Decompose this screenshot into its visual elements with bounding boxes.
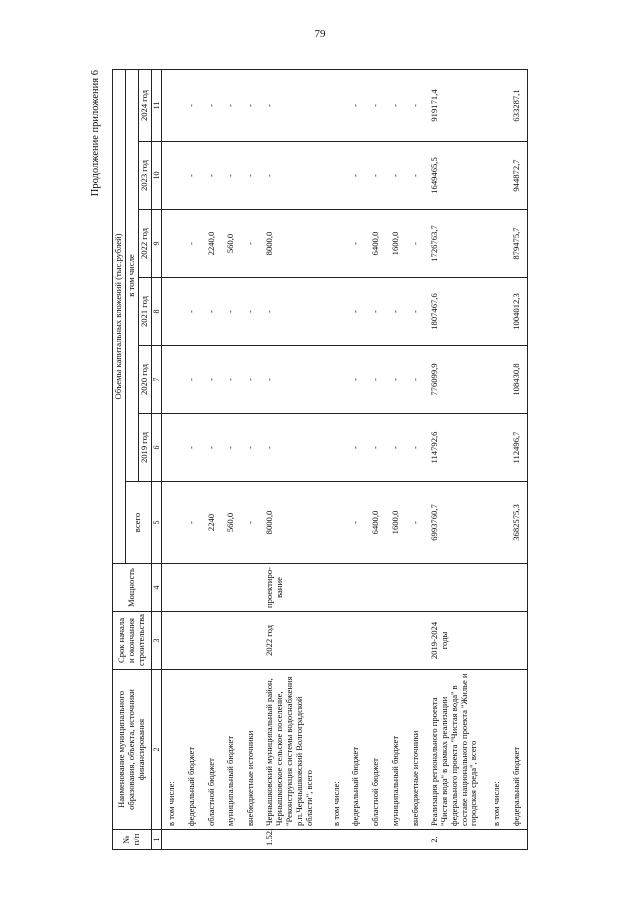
row-year-value: 776099,9: [426, 346, 487, 414]
row-year-value: [487, 414, 507, 482]
table-row: [202, 69, 222, 849]
table-row: [182, 69, 202, 849]
col-index: 7: [151, 346, 161, 414]
row-total: -: [241, 482, 261, 564]
row-year-value: [161, 278, 181, 346]
row-year-value: 112496,7: [507, 414, 527, 482]
row-year-value: [327, 142, 347, 210]
header-volumes: Объемы капитальных вложений (тыс.рублей): [113, 69, 126, 563]
header-total: всего: [125, 482, 151, 564]
col-index: 11: [151, 69, 161, 141]
row-year-value: -: [406, 210, 426, 278]
row-total: [161, 482, 181, 564]
row-year-value: -: [346, 210, 366, 278]
row-year-value: -: [221, 414, 241, 482]
col-index: 9: [151, 210, 161, 278]
row-term: [406, 612, 426, 670]
col-index: 4: [151, 564, 161, 612]
row-number: [202, 830, 222, 850]
row-year-value: -: [346, 69, 366, 141]
col-index: 6: [151, 414, 161, 482]
table-row: [261, 69, 326, 849]
row-number: 1.52.: [261, 830, 326, 850]
row-year-value: -: [386, 142, 406, 210]
row-year-value: -: [386, 278, 406, 346]
row-year-value: [327, 210, 347, 278]
row-total: [327, 482, 347, 564]
table-row: [487, 69, 507, 849]
row-total: 8000,0: [261, 482, 326, 564]
row-name: в том числе:: [487, 670, 507, 830]
row-total: 3682575,3: [507, 482, 527, 564]
row-total: 2240: [202, 482, 222, 564]
row-year-value: -: [366, 414, 386, 482]
row-power: [426, 564, 487, 612]
row-year-value: -: [241, 414, 261, 482]
row-year-value: [161, 210, 181, 278]
table-row: [366, 69, 386, 849]
row-power: [241, 564, 261, 612]
row-term: 2019-2024 годы: [426, 612, 487, 670]
row-year-value: -: [182, 414, 202, 482]
row-year-value: -: [182, 210, 202, 278]
row-year-value: -: [202, 69, 222, 141]
row-power: [386, 564, 406, 612]
row-year-value: -: [406, 346, 426, 414]
row-name: областной бюджет: [202, 670, 222, 830]
row-name: внебюджетные источники: [241, 670, 261, 830]
row-year-value: -: [406, 414, 426, 482]
row-number: [406, 830, 426, 850]
row-year-value: -: [241, 69, 261, 141]
row-name: муниципальный бюджет: [221, 670, 241, 830]
row-year-value: -: [386, 414, 406, 482]
row-year-value: -: [182, 142, 202, 210]
table-row: [426, 69, 487, 849]
row-number: [346, 830, 366, 850]
row-year-value: -: [346, 414, 366, 482]
row-power: [182, 564, 202, 612]
row-year-value: -: [366, 278, 386, 346]
row-year-value: [487, 346, 507, 414]
row-number: [221, 830, 241, 850]
row-name: федеральный бюджет: [507, 670, 527, 830]
row-name: Реализация регионального проекта "Чистая вода" в рамках реализации федерального проекта "Чистая вода" в составе национального проекта "Жилье и городская среда", всего: [426, 670, 487, 830]
row-year-value: -: [182, 346, 202, 414]
row-term: [507, 612, 527, 670]
row-year-value: -: [241, 142, 261, 210]
row-year-value: 1004012,3: [507, 278, 527, 346]
row-year-value: [327, 69, 347, 141]
col-index: 10: [151, 142, 161, 210]
header-year: 2024 год: [138, 69, 151, 141]
row-term: 2022 год: [261, 612, 326, 670]
row-year-value: [487, 142, 507, 210]
row-term: [386, 612, 406, 670]
row-name: областной бюджет: [366, 670, 386, 830]
row-power: [366, 564, 386, 612]
row-year-value: [161, 69, 181, 141]
row-number: [366, 830, 386, 850]
row-year-value: 114792,6: [426, 414, 487, 482]
row-power: [507, 564, 527, 612]
row-year-value: 1807467,6: [426, 278, 487, 346]
row-year-value: [327, 278, 347, 346]
table-row: [507, 69, 527, 849]
row-year-value: -: [366, 142, 386, 210]
row-year-value: -: [261, 346, 326, 414]
row-name: в том числе:: [327, 670, 347, 830]
row-year-value: -: [346, 142, 366, 210]
row-term: [221, 612, 241, 670]
row-year-value: 1726763,7: [426, 210, 487, 278]
row-year-value: 944872,7: [507, 142, 527, 210]
row-power: проектиро-вание: [261, 564, 326, 612]
row-name: муниципальный бюджет: [386, 670, 406, 830]
row-total: 6400,0: [366, 482, 386, 564]
row-name: федеральный бюджет: [346, 670, 366, 830]
row-year-value: 919171,4: [426, 69, 487, 141]
row-year-value: [487, 278, 507, 346]
row-total: 6993760,7: [426, 482, 487, 564]
row-year-value: -: [406, 69, 426, 141]
row-year-value: 2240,0: [202, 210, 222, 278]
row-term: [182, 612, 202, 670]
row-year-value: 1600,0: [386, 210, 406, 278]
header-year: 2020 год: [138, 346, 151, 414]
row-term: [366, 612, 386, 670]
row-year-value: -: [386, 346, 406, 414]
row-year-value: [487, 210, 507, 278]
col-index: 3: [151, 612, 161, 670]
row-year-value: -: [386, 69, 406, 141]
row-year-value: -: [202, 278, 222, 346]
table-row: [327, 69, 347, 849]
row-power: [221, 564, 241, 612]
row-total: 560,0: [221, 482, 241, 564]
row-total: [487, 482, 507, 564]
row-term: [202, 612, 222, 670]
row-year-value: -: [241, 210, 261, 278]
col-index: 8: [151, 278, 161, 346]
row-year-value: 6400,0: [366, 210, 386, 278]
row-year-value: 108430,8: [507, 346, 527, 414]
table-row: [221, 69, 241, 849]
row-name: внебюджетные источники: [406, 670, 426, 830]
row-year-value: 560,0: [221, 210, 241, 278]
table-body: [161, 69, 527, 849]
row-year-value: -: [261, 142, 326, 210]
row-power: [327, 564, 347, 612]
table-row: [241, 69, 261, 849]
row-year-value: [327, 414, 347, 482]
row-name: федеральный бюджет: [182, 670, 202, 830]
row-year-value: -: [366, 346, 386, 414]
capital-investment-table: [112, 69, 528, 850]
row-term: [241, 612, 261, 670]
row-year-value: -: [366, 69, 386, 141]
row-year-value: 633287,1: [507, 69, 527, 141]
row-year-value: -: [221, 142, 241, 210]
row-year-value: -: [221, 69, 241, 141]
row-year-value: [161, 346, 181, 414]
row-number: 2.: [426, 830, 487, 850]
row-number: [182, 830, 202, 850]
col-index: 2: [151, 670, 161, 830]
header-year: 2023 год: [138, 142, 151, 210]
row-year-value: -: [202, 414, 222, 482]
row-number: [241, 830, 261, 850]
row-year-value: [161, 414, 181, 482]
row-year-value: 1649465,5: [426, 142, 487, 210]
row-year-value: -: [261, 414, 326, 482]
row-year-value: -: [241, 278, 261, 346]
row-total: -: [346, 482, 366, 564]
row-power: [346, 564, 366, 612]
row-year-value: -: [261, 278, 326, 346]
row-power: [406, 564, 426, 612]
row-year-value: [161, 142, 181, 210]
header-year: 2022 год: [138, 210, 151, 278]
table-row: [161, 69, 181, 849]
row-total: 1600,0: [386, 482, 406, 564]
row-year-value: -: [202, 142, 222, 210]
header-incl: в том числе: [125, 69, 138, 481]
row-year-value: -: [346, 278, 366, 346]
row-total: -: [406, 482, 426, 564]
row-year-value: -: [182, 69, 202, 141]
row-number: [487, 830, 507, 850]
header-year: 2021 год: [138, 278, 151, 346]
continuation-label: Продолжение приложения 6: [90, 70, 101, 197]
rotated-content: [90, 70, 610, 850]
row-year-value: [487, 69, 507, 141]
row-number: [327, 830, 347, 850]
header-num: № п/п: [113, 830, 152, 850]
table-row: [386, 69, 406, 849]
col-index: 5: [151, 482, 161, 564]
row-year-value: 8000,0: [261, 210, 326, 278]
row-number: [386, 830, 406, 850]
row-term: [327, 612, 347, 670]
row-year-value: -: [221, 346, 241, 414]
row-power: [202, 564, 222, 612]
row-power: [487, 564, 507, 612]
row-name: в том числе:: [161, 670, 181, 830]
row-year-value: -: [346, 346, 366, 414]
row-total: -: [182, 482, 202, 564]
row-year-value: -: [261, 69, 326, 141]
row-power: [161, 564, 181, 612]
header-power: Мощность: [113, 564, 152, 612]
row-year-value: -: [221, 278, 241, 346]
row-number: [507, 830, 527, 850]
col-index: 1: [151, 830, 161, 850]
row-year-value: -: [241, 346, 261, 414]
row-year-value: -: [182, 278, 202, 346]
row-term: [161, 612, 181, 670]
row-number: [161, 830, 181, 850]
row-year-value: 879475,7: [507, 210, 527, 278]
row-year-value: [327, 346, 347, 414]
header-name: Наименование муниципального образования, объекта, источники финансирования: [113, 670, 152, 830]
row-year-value: -: [406, 142, 426, 210]
header-term: Срок начала и окончания строительства: [113, 612, 152, 670]
row-term: [346, 612, 366, 670]
table-row: [406, 69, 426, 849]
row-name: Чернышковский муниципальный район, Чернышковское сельское поселение, "Реконструкция системы водоснабжения р.п.Чернышковский Волгоградской области", всего: [261, 670, 326, 830]
row-term: [487, 612, 507, 670]
page-number: 79: [314, 28, 326, 40]
table-row: [346, 69, 366, 849]
row-year-value: -: [202, 346, 222, 414]
header-year: 2019 год: [138, 414, 151, 482]
row-year-value: -: [406, 278, 426, 346]
